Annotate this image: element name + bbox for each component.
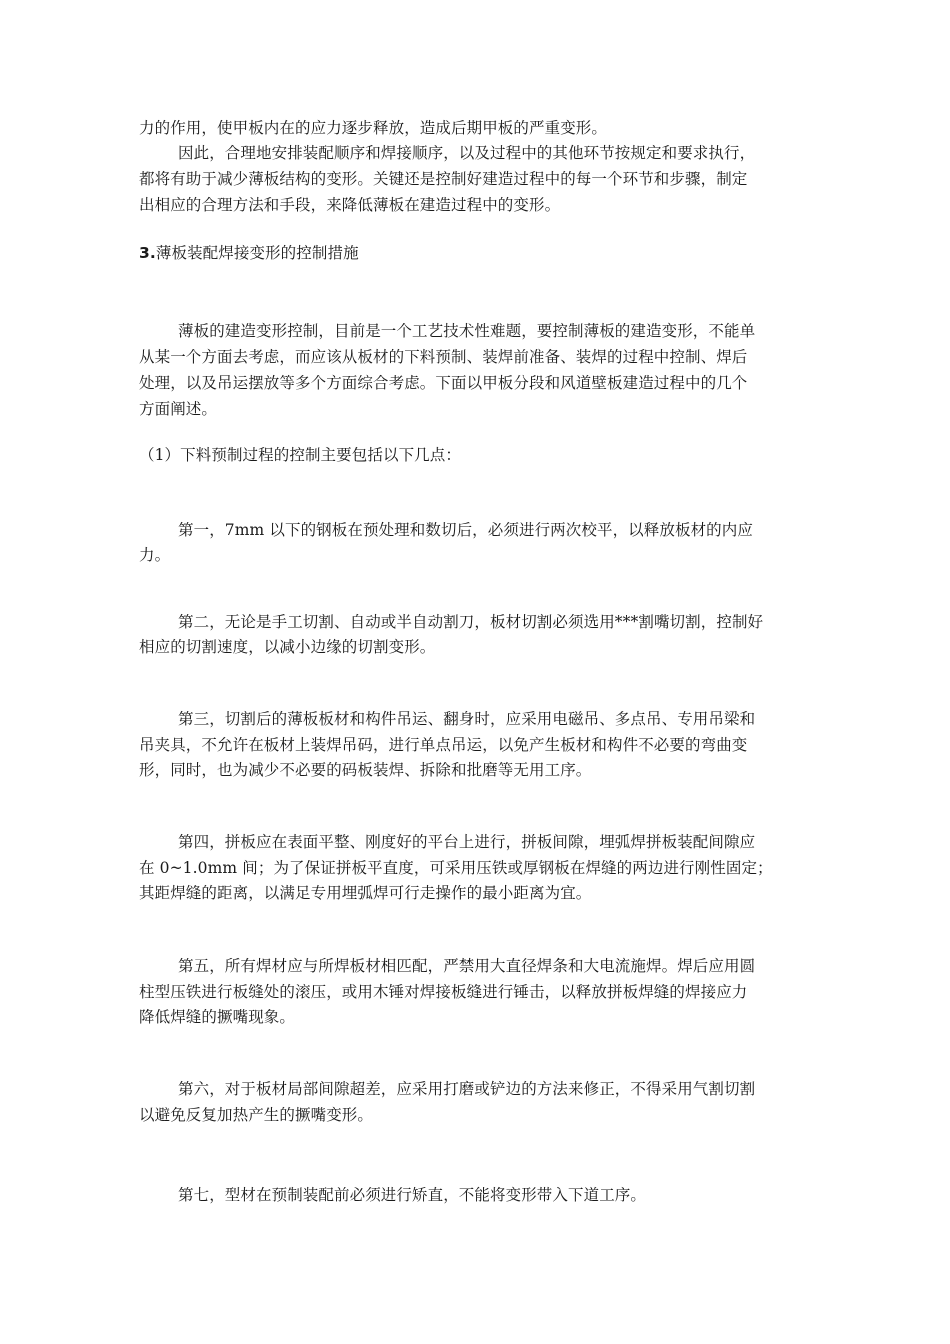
list-item-line: 吊夹具，不允许在板材上装焊吊码，进行单点吊运，以免产生板材和构件不必要的弯曲变 (139, 736, 748, 754)
list-item-line: 第四，拼板应在表面平整、刚度好的平台上进行，拼板间隙，埋弧焊拼板装配间隙应 (178, 833, 756, 851)
list-item-line: 第三，切割后的薄板板材和构件吊运、翻身时，应采用电磁吊、多点吊、专用吊梁和 (178, 710, 756, 728)
paragraph-line: 处理，以及吊运摆放等多个方面综合考虑。下面以甲板分段和风道壁板建造过程中的几个 (139, 374, 748, 392)
list-item-line: 柱型压铁进行板缝处的滚压，或用木锤对焊接板缝进行锤击，以释放拼板焊缝的焊接应力 (139, 983, 748, 1001)
paragraph-line: 从某一个方面去考虑，而应该从板材的下料预制、装焊前准备、装焊的过程中控制、焊后 (139, 348, 748, 366)
list-item-line: 在 0~1.0mm 间；为了保证拼板平直度，可采用压铁或厚钢板在焊缝的两边进行刚性固定； (139, 859, 773, 877)
paragraph-line: 力的作用，使甲板内在的应力逐步释放，造成后期甲板的严重变形。 (139, 119, 608, 137)
list-item-line: 第七，型材在预制装配前必须进行矫直，不能将变形带入下道工序。 (178, 1186, 647, 1204)
list-item-line: 以避免反复加热产生的撅嘴变形。 (139, 1106, 374, 1124)
list-item-line: 形，同时，也为减少不必要的码板装焊、拆除和批磨等无用工序。 (139, 761, 592, 779)
paragraph-line: 因此，合理地安排装配顺序和焊接顺序，以及过程中的其他环节按规定和要求执行， (178, 144, 756, 162)
list-item-line: 降低焊缝的撅嘴现象。 (139, 1008, 296, 1026)
section-title: 薄板装配焊接变形的控制措施 (155, 244, 359, 262)
paragraph-line: 方面阐述。 (139, 400, 218, 418)
list-item-line: 第二，无论是手工切割、自动或半自动割刀，板材切割必须选用***割嘴切割，控制好 (178, 613, 764, 631)
list-item-line: 相应的切割速度，以减小边缘的切割变形。 (139, 638, 436, 656)
section-number: 3. (139, 244, 156, 262)
list-item-line: 第一，7mm 以下的钢板在预处理和数切后，必须进行两次校平，以释放板材的内应 (178, 521, 753, 539)
paragraph-line: 都将有助于减少薄板结构的变形。关键还是控制好建造过程中的每一个环节和步骤，制定 (139, 170, 748, 188)
subheading: （1）下料预制过程的控制主要包括以下几点： (139, 446, 461, 464)
paragraph-line: 薄板的建造变形控制，目前是一个工艺技术性难题，要控制薄板的建造变形，不能单 (178, 322, 756, 340)
list-item-line: 第六，对于板材局部间隙超差，应采用打磨或铲边的方法来修正，不得采用气割切割 (178, 1080, 756, 1098)
list-item-line: 其距焊缝的距离，以满足专用埋弧焊可行走操作的最小距离为宜。 (139, 884, 592, 902)
paragraph-line: 出相应的合理方法和手段，来降低薄板在建造过程中的变形。 (139, 196, 561, 214)
list-item-line: 力。 (139, 546, 171, 564)
list-item-line: 第五，所有焊材应与所焊板材相匹配，严禁用大直径焊条和大电流施焊。焊后应用圆 (178, 957, 756, 975)
section-heading (139, 240, 359, 266)
